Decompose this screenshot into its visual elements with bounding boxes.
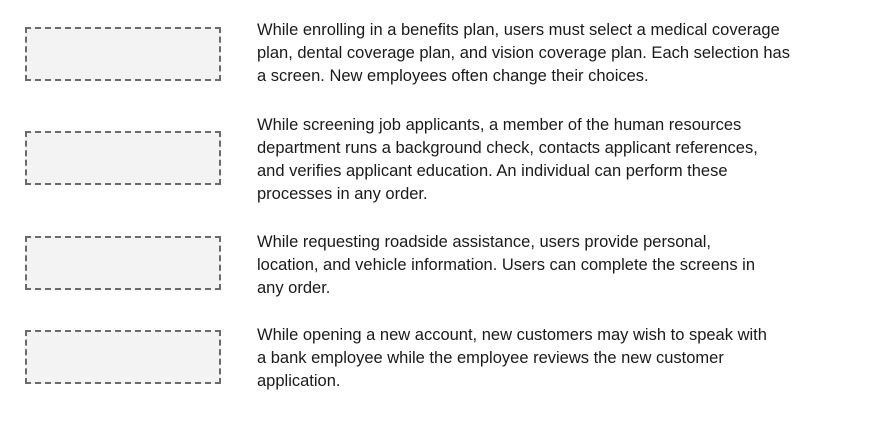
answer-drop-target-2[interactable] — [25, 131, 221, 185]
answer-drop-target-3[interactable] — [25, 236, 221, 290]
scenario-text-2: While screening job applicants, a member of the human resources department runs a background check, contacts applicant references, and verifies applicant education. An individual can perform these processes in any order. — [257, 116, 758, 203]
answer-drop-target-1[interactable] — [25, 27, 221, 81]
scenario-text-4: While opening a new account, new customers may wish to speak with a bank employee while the employee reviews the new customer application. — [257, 326, 767, 390]
answer-drop-target-4[interactable] — [25, 330, 221, 384]
scenario-text-1: While enrolling in a benefits plan, users must select a medical coverage plan, dental coverage plan, and vision coverage plan. Each selection has a screen. New employees often change their choices. — [257, 21, 790, 85]
scenario-text-3: While requesting roadside assistance, users provide personal, location, and vehicle information. Users can complete the screens in any order. — [257, 233, 756, 297]
